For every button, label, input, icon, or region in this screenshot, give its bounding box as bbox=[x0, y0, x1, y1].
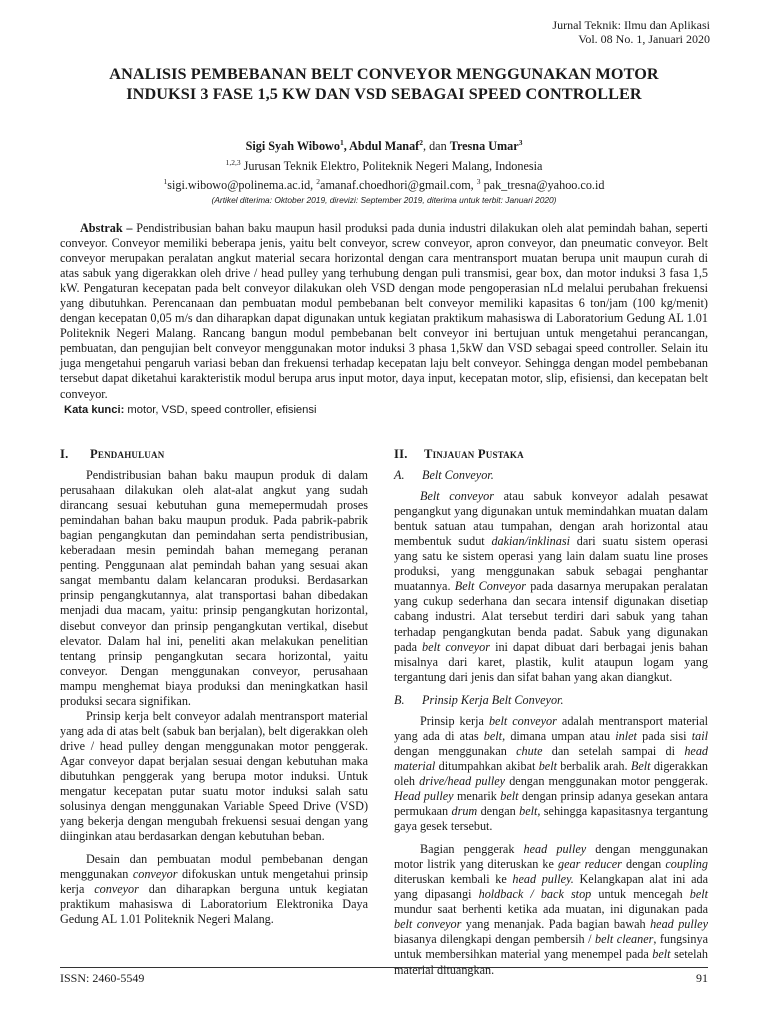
text-run-italic: Belt bbox=[630, 758, 651, 773]
text-run: ditumpahkan akibat bbox=[435, 758, 539, 773]
right-column bbox=[394, 447, 708, 978]
section-heading-1 bbox=[60, 447, 368, 462]
section-1-number: I. bbox=[60, 447, 69, 461]
text-run: dengan bbox=[621, 857, 666, 872]
text-run-italic: belt bbox=[538, 758, 557, 773]
text-run-italic: dakian/inklinasi bbox=[491, 534, 570, 549]
author-3: Tresna Umar bbox=[449, 139, 519, 153]
section-heading-2 bbox=[394, 447, 708, 462]
email-1-sup: 1 bbox=[163, 177, 168, 186]
text-run-italic: Belt conveyor bbox=[420, 489, 494, 504]
text-run-italic: belt, bbox=[519, 804, 541, 819]
text-run: dan diharapkan berguna untuk kegiatan praktikum mahasiswa di Laboratorium Elektronika Daya Gedung AL 1.01 Politeknik Negeri Malang. bbox=[60, 882, 368, 927]
text-run: , fungsinya untuk membersihkan material yang menempel pada bbox=[394, 932, 708, 962]
author-3-sup: 3 bbox=[518, 138, 523, 147]
section-2-title: Tinjauan Pustaka bbox=[424, 447, 524, 461]
text-run: dari suatu sistem operasi yang satu ke sistem operasi yang lain dalam suatu line proses produksi, yang menggunakan sabuk sebagai penghantar muatannya. bbox=[394, 534, 709, 594]
text-run: sehingga kapasitasnya tergantung gaya gesek tersebut. bbox=[394, 804, 708, 834]
paper-title bbox=[60, 64, 708, 104]
section-1-paragraph-2: Prinsip kerja belt conveyor adalah mentransport material yang ada di atas belt (sabuk ban berjalan), belt digerakkan oleh drive / head pulley dengan menggunakan motor penggerak. Agar conveyor dapat berjalan sesuai dengan kebutuhan maka dibutuhkan penggerak yang berupa motor induksi. Untuk mengatur kecepatan putar suatu motor induksi salah satu solusinya dengan menggunakan Variable Speed Drive (VSD) yang bekerja dengan mengubah frekuensi sesuai dengan yang diinginkan atau berdasarkan dengan kebutuhan beban. bbox=[60, 708, 368, 844]
text-run: dengan bbox=[477, 804, 520, 819]
paper-title-line2: INDUKSI 3 FASE 1,5 KW DAN VSD SEBAGAI SPEED CONTROLLER bbox=[126, 85, 642, 103]
abstract-label: Abstrak – bbox=[80, 221, 133, 235]
article-dates: (Artikel diterima: Oktober 2019, direvizi: September 2019, diterima untuk terbit: Januari 2020) bbox=[211, 195, 557, 205]
keywords bbox=[64, 404, 316, 416]
text-run-italic: belt bbox=[689, 887, 708, 902]
text-run: dengan menggunakan bbox=[394, 743, 517, 758]
section-2-number: II. bbox=[394, 447, 408, 461]
subsection-heading-b bbox=[394, 693, 708, 708]
section-1-paragraph-3 bbox=[60, 852, 368, 927]
paper-title-line1: ANALISIS PEMBEBANAN BELT CONVEYOR MENGGUNAKAN MOTOR bbox=[109, 65, 659, 83]
text-run: menarik bbox=[453, 788, 501, 803]
footer-divider bbox=[60, 967, 708, 968]
text-run-italic: Belt Conveyor bbox=[454, 579, 526, 594]
text-run-italic: belt conveyor bbox=[488, 713, 557, 728]
text-run: digerakkan oleh bbox=[394, 758, 708, 788]
subsection-a-number: A. bbox=[394, 468, 405, 483]
text-run-italic: tail bbox=[691, 728, 709, 743]
journal-header bbox=[552, 18, 710, 46]
text-run-italic: head pulley. bbox=[512, 872, 574, 887]
text-run: pada sisi bbox=[636, 728, 692, 743]
affiliation-text: Jurusan Teknik Elektro, Politeknik Negeri Malang, Indonesia bbox=[240, 158, 543, 173]
text-run-italic: belt bbox=[500, 788, 519, 803]
author-block bbox=[60, 135, 708, 194]
text-run-italic: head pulley bbox=[523, 842, 587, 857]
section-1-title: Pendahuluan bbox=[90, 447, 165, 461]
text-run: untuk mencegah bbox=[591, 887, 690, 902]
affiliation bbox=[60, 155, 708, 175]
text-run-italic: chute bbox=[516, 743, 543, 758]
text-run: diteruskan kembali ke bbox=[394, 872, 513, 887]
text-run: Kelangkapan alat ini ada yang dipasangi bbox=[394, 872, 708, 902]
text-run-italic: conveyor bbox=[132, 867, 178, 882]
text-run: setelah material dituangkan. bbox=[394, 947, 708, 977]
email-1: sigi.wibowo@polinema.ac.id, bbox=[167, 178, 317, 192]
text-run-italic: head material bbox=[394, 743, 709, 773]
author-1: Sigi Syah Wibowo bbox=[245, 139, 340, 153]
subsection-b-title: Prinsip Kerja Belt Conveyor. bbox=[422, 692, 564, 707]
text-run-italic: belt bbox=[483, 728, 503, 743]
text-run-italic: belt conveyor bbox=[394, 917, 462, 932]
subsection-a-paragraph bbox=[394, 489, 708, 685]
text-run-italic: inlet bbox=[615, 728, 637, 743]
keywords-label: Kata kunci: bbox=[64, 404, 125, 416]
abstract bbox=[60, 221, 708, 402]
text-run-italic: gear reducer bbox=[558, 857, 622, 872]
subsection-heading-a bbox=[394, 468, 708, 483]
subsection-b-paragraph-2 bbox=[394, 842, 708, 977]
text-run: berbalik arah. bbox=[556, 758, 631, 773]
abstract-text: Pendistribusian bahan baku maupun hasil produksi pada dunia industri dilakukan oleh alat pemindah bahan, seperti conveyor. Conveyor memiliki beberapa jenis, yaitu belt conveyor, screw conveyor, apron conveyor, dan pneumatic conveyor. Belt conveyor merupakan peralatan angkut material secara horizontal dengan cara mentransport muatan berupa unit maupun curah di atas sabuk yang digerakkan oleh drive / head pulley yang terhubung dengan puli transmisi, gear box, dan motor induksi 3 fasa 1,5 kW. Pengaturan kecepatan pada belt conveyor dilakukan oleh VSD dengan mode pengoperasian nLd melalui perubahan frekuensi yang dibutuhkan. Perencanaan dan pembuatan modul pembebanan belt conveyor memiliki kapasitas 6 ton/jam (100 kg/menit) dengan kecepatan 0,05 m/s dan diharapkan dapat digunakan untuk kegiatan praktikum mahasiswa di Laboratorium Gedung AL 1.01 Politeknik Negeri Malang. Rancang bangun modul pembebanan belt conveyor ini bertujuan untuk mengetahui perancangan, pembuatan, dan pengujian belt conveyor menggunakan motor induksi 3 phasa 1,5kW dan VSD sebagai speed controller. Selain itu juga mengetahui pengaruh variasi beban dan frekuensi terhadap kecepatan laju belt conveyor. Sehingga dengan model pembebanan tersebut dapat diketahui karakteristik modul berupa arus input motor, daya input, kecepatan motor, slip, efisiensi, dan kecepatan belt conveyor. bbox=[60, 221, 708, 401]
journal-volume: Vol. 08 No. 1, Januari 2020 bbox=[578, 32, 710, 46]
text-run: dengan prinsip adanya gesekan antara permukaan bbox=[394, 788, 708, 819]
section-1-paragraph-1: Pendistribusian bahan baku maupun produk di dalam perusahaan dilakukan oleh alat-alat angkut yang sudah dirancang sesuai kebutuhan guna memepermudah proses pemindahan bahan baku maupun produk. Pada pabrik-pabrik bagian pengangkutan dan pemindahan serta pendistribusian, keberadaan mesin pemindah bahan memegang peranan penting. Penggunaan alat pemindah bahan yang sesuai akan sangat membantu dalam kelancaran produksi. Berdasarkan prinsip pengangkutannya, alat transportasi bahan dibedakan menjadi dua macam, yaitu: prinsip pengangkutan horizontal, disebut conveyor dan prinsip pengangkutan vertikal, disebut elevator. Dalam hal ini, peneliti akan melakukan penelitian tentang prinsip pengangkutan secara horizontal, yaitu conveyor. Dengan menggunakan conveyor, perusahaan mampu menghemat biaya produksi dan meningkatkan hasil produksi secara signifikan. bbox=[60, 468, 368, 708]
emails bbox=[60, 174, 708, 194]
text-run: mundur saat berhenti ketika ada muatan, ini digunakan pada bbox=[394, 902, 708, 917]
text-run-italic: drive/head pulley bbox=[419, 773, 506, 788]
text-run: , dimana umpan atau bbox=[502, 728, 616, 743]
text-run-italic: belt cleaner bbox=[595, 932, 654, 947]
author-2-sup: 2 bbox=[419, 138, 423, 147]
subsection-b-paragraph-1 bbox=[394, 714, 708, 834]
subsection-a-title: Belt Conveyor. bbox=[422, 468, 494, 483]
text-run-italic: belt conveyor bbox=[422, 639, 491, 654]
text-run: Prinsip kerja bbox=[420, 713, 489, 728]
author-connector: , dan bbox=[422, 139, 450, 153]
author-names: Sigi Syah Wibowo$^1$, Abdul Manaf$^2$, dan Tresna Umar$^3$ bbox=[245, 138, 523, 153]
text-run: Desain dan pembuatan modul pembebanan dengan menggunakan bbox=[60, 852, 368, 882]
left-column bbox=[60, 447, 368, 927]
text-run: dan setelah sampai di bbox=[542, 743, 685, 758]
text-run: ini dapat dibuat dari berbagai jenis bahan misalnya dari karet, plastik, kulit ataupun logam yang tergantung dari jenis dan sifat bahan yang akan diangkut. bbox=[394, 639, 709, 684]
text-run: dengan menggunakan motor penggerak. bbox=[505, 773, 708, 788]
text-run: difokuskan untuk mengetahui prinsip kerja bbox=[60, 867, 368, 897]
subsection-b-number: B. bbox=[394, 692, 405, 707]
keywords-text: motor, VSD, speed controller, efisiensi bbox=[124, 404, 317, 416]
text-run-italic: belt bbox=[652, 947, 671, 962]
text-run: atau sabuk konveyor adalah pesawat pengangkut yang digunakan untuk memindahkan muatan dalam bentuk satuan atau tumpahan, dengan arah horizontal atau membentuk sudut bbox=[394, 489, 708, 549]
text-run: pada dasarnya merupakan peralatan yang cukup sederhana dan secara intensif digunakan disetiap cabang industri. Alat tersebut terdiri dari sabuk yang tahan terhadap pengangkutan benda padat. Sabuk yang digunakan pada bbox=[394, 579, 708, 654]
text-run-italic: Head pulley bbox=[394, 788, 454, 803]
text-run-italic: coupling bbox=[665, 857, 708, 872]
text-run: dengan menggunakan motor listrik yang diteruskan ke bbox=[394, 842, 708, 872]
affiliation-sup: 1,2,3 bbox=[225, 157, 241, 167]
journal-name: Jurnal Teknik: Ilmu dan Aplikasi bbox=[552, 18, 710, 32]
email-2: amanaf.choedhori@gmail.com, bbox=[320, 178, 477, 192]
text-run: biasanya dilengkapi dengan pembersih / bbox=[394, 932, 596, 947]
text-run: Bagian penggerak bbox=[420, 842, 524, 857]
author-2: Abdul Manaf bbox=[349, 139, 420, 153]
text-run-italic: conveyor bbox=[94, 882, 139, 897]
issn: ISSN: 2460-5549 bbox=[60, 971, 145, 985]
text-run: adalah mentransport material yang ada di atas bbox=[394, 713, 708, 743]
text-run-italic: drum bbox=[451, 804, 478, 819]
author-1-sup: 1 bbox=[339, 138, 344, 147]
text-run-italic: holdback / back stop bbox=[478, 887, 592, 902]
page-number: 91 bbox=[696, 971, 708, 985]
email-3: pak_tresna@yahoo.co.id bbox=[480, 178, 605, 192]
text-run: yang menanjak. Pada bagian bawah bbox=[461, 917, 651, 932]
text-run-italic: head pulley bbox=[650, 917, 708, 932]
email-2-sup: 2 bbox=[316, 177, 321, 186]
email-3-sup: 3 bbox=[476, 177, 481, 186]
